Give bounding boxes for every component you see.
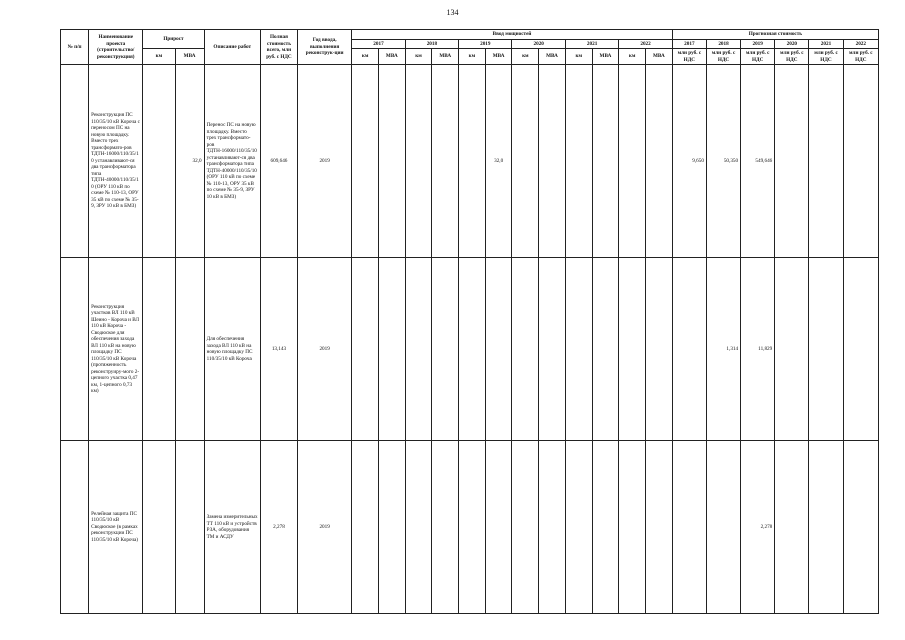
forecast-2019: 549,646 bbox=[741, 65, 775, 258]
header-mva: МВА bbox=[175, 49, 204, 65]
commission-year: 2019 bbox=[298, 258, 352, 441]
forecast-2021 bbox=[809, 258, 843, 441]
full-cost: 609,646 bbox=[260, 65, 297, 258]
header-forecast: Прогнозная стоимость bbox=[672, 30, 878, 40]
forecast-2018 bbox=[706, 441, 740, 614]
header-mva: МВА bbox=[485, 49, 512, 65]
header-capacity: Ввод мощностей bbox=[352, 30, 673, 40]
header-forecast-unit: млн руб. с НДС bbox=[843, 49, 878, 65]
header-km: км bbox=[143, 49, 175, 65]
growth-mva bbox=[175, 258, 204, 441]
header-mva: МВА bbox=[592, 49, 619, 65]
capacity-2019-mva: 32,0 bbox=[485, 65, 512, 258]
header-forecast-year: 2021 bbox=[809, 39, 843, 49]
growth-km bbox=[143, 258, 175, 441]
header-km: км bbox=[352, 49, 379, 65]
header-km: км bbox=[619, 49, 646, 65]
forecast-2020 bbox=[775, 258, 809, 441]
header-forecast-unit: млн руб. с НДС bbox=[775, 49, 809, 65]
header-num: № п/п bbox=[61, 30, 89, 65]
header-cap-year: 2017 bbox=[352, 39, 405, 49]
header-forecast-unit: млн руб. с НДС bbox=[706, 49, 740, 65]
commission-year: 2019 bbox=[298, 441, 352, 614]
investment-table bbox=[60, 29, 879, 614]
page-number: 134 bbox=[446, 8, 459, 17]
header-forecast-year: 2020 bbox=[775, 39, 809, 49]
header-forecast-year: 2022 bbox=[843, 39, 878, 49]
header-km: км bbox=[459, 49, 486, 65]
header-forecast-year: 2018 bbox=[706, 39, 740, 49]
forecast-2022 bbox=[843, 441, 878, 614]
header-km: км bbox=[565, 49, 592, 65]
forecast-2020 bbox=[775, 441, 809, 614]
growth-km bbox=[143, 65, 175, 258]
header-growth: Прирост bbox=[143, 30, 204, 49]
forecast-2019: 11,829 bbox=[741, 258, 775, 441]
full-cost: 13,143 bbox=[260, 258, 297, 441]
row-num bbox=[61, 65, 89, 258]
header-name: Наименование проекта (строительство/ реконструкция) bbox=[89, 30, 143, 65]
growth-mva: 32,0 bbox=[175, 65, 204, 258]
header-mva: МВА bbox=[646, 49, 673, 65]
forecast-2017: 9,650 bbox=[672, 65, 706, 258]
forecast-2019: 2,278 bbox=[741, 441, 775, 614]
project-name: Релейная защита ПС 110/35/10 кВ Сводюское (в рамках реконструкции ПС 110/35/10 кВ Короча) bbox=[89, 441, 143, 614]
header-forecast-unit: млн руб. с НДС bbox=[672, 49, 706, 65]
table-row bbox=[61, 441, 879, 614]
table-row bbox=[61, 65, 879, 258]
forecast-2017 bbox=[672, 441, 706, 614]
row-num bbox=[61, 441, 89, 614]
forecast-2020 bbox=[775, 65, 809, 258]
header-cap-year: 2022 bbox=[619, 39, 672, 49]
forecast-2022 bbox=[843, 65, 878, 258]
header-cap-year: 2020 bbox=[512, 39, 565, 49]
header-description: Описание работ bbox=[204, 30, 260, 65]
forecast-2022 bbox=[843, 258, 878, 441]
header-forecast-year: 2017 bbox=[672, 39, 706, 49]
header-forecast-unit: млн руб. с НДС bbox=[741, 49, 775, 65]
row-num bbox=[61, 258, 89, 441]
full-cost: 2,278 bbox=[260, 441, 297, 614]
growth-mva bbox=[175, 441, 204, 614]
commission-year: 2019 bbox=[298, 65, 352, 258]
table-row bbox=[61, 258, 879, 441]
header-cap-year: 2019 bbox=[459, 39, 512, 49]
forecast-2021 bbox=[809, 65, 843, 258]
project-name: Реконструкция участков ВЛ 110 кВ Шеино - Короча и ВЛ 110 кВ Короча - Сводюское для обеспечения захода ВЛ 110 кВ на новую площадку ПС 110/35/10 кВ Короча (протяженность реконструиру-мого 2-цепного участка 0,47 км, 1-цепного 0,73 км) bbox=[89, 258, 143, 441]
header-forecast-unit: млн руб. с НДС bbox=[809, 49, 843, 65]
capacity-2019-mva bbox=[485, 441, 512, 614]
header-km: км bbox=[405, 49, 432, 65]
header-forecast-year: 2019 bbox=[741, 39, 775, 49]
work-description: Замена измерительных ТТ 110 кВ и устройств РЗА, оборудования ТМ и АСДУ bbox=[204, 441, 260, 614]
growth-km bbox=[143, 441, 175, 614]
capacity-2019-mva bbox=[485, 258, 512, 441]
forecast-2021 bbox=[809, 441, 843, 614]
header-full-cost: Полная стоимость всего, млн руб. с НДС bbox=[260, 30, 297, 65]
header-km: км bbox=[512, 49, 539, 65]
header-year: Год ввода, выполнения реконструк-ции bbox=[298, 30, 352, 65]
work-description: Для обеспечения захода ВЛ 110 кВ на новую площадку ПС 110/35/10 кВ Короча bbox=[204, 258, 260, 441]
forecast-2018: 1,314 bbox=[706, 258, 740, 441]
header-cap-year: 2018 bbox=[405, 39, 458, 49]
forecast-2017 bbox=[672, 258, 706, 441]
forecast-2018: 50,350 bbox=[706, 65, 740, 258]
header-mva: МВА bbox=[378, 49, 405, 65]
project-name: Реконструкция ПС 110/35/10 кВ Короча с переносом ПС на новую площадку. Вместо трех трансформато-ров ТДТН-16000/110/35/10 устанавливают-ся два трансформатора типа ТДТН-40000/110/35/10 (ОРУ 110 кВ по схеме № 110-13, ОРУ 35 кВ по схеме № 35-9, ЗРУ 10 кВ в БМЗ) bbox=[89, 65, 143, 258]
header-mva: МВА bbox=[539, 49, 566, 65]
work-description: Перенос ПС на новую площадку. Вместо трех трансформато-ров ТДТН-16000/110/35/10 устанавливают-ся два трансформатора типа ТДТН-40000/110/35/10 (ОРУ 110 кВ по схеме № 110-13, ОРУ 35 кВ по схеме № 35-9, ЗРУ 10 кВ в БМЗ) bbox=[204, 65, 260, 258]
header-cap-year: 2021 bbox=[565, 39, 618, 49]
header-mva: МВА bbox=[432, 49, 459, 65]
